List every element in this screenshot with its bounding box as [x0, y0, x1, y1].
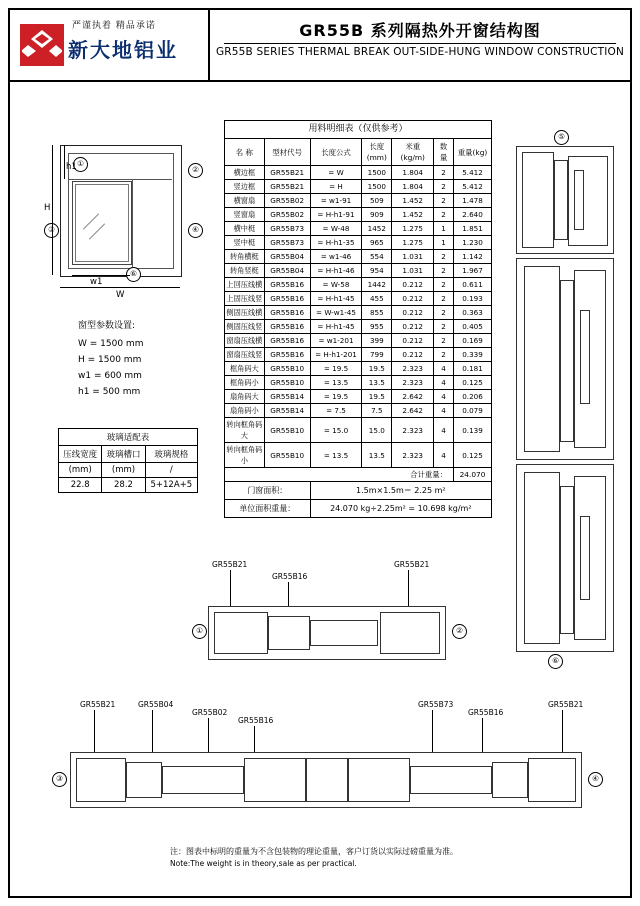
- bom-cell: 1.230: [454, 236, 492, 250]
- table-row: [225, 348, 492, 362]
- parameter-H: H = 1500 mm: [78, 355, 142, 365]
- bom-cell: 2: [434, 320, 454, 334]
- bom-cell: 554: [362, 250, 392, 264]
- dim-line-H: [52, 145, 53, 275]
- bom-cell: GR55B10: [264, 418, 310, 443]
- bom-cell: 2: [434, 166, 454, 180]
- window-parameters: [78, 318, 143, 400]
- profile-5-gasket: [574, 170, 584, 230]
- table-row: [225, 194, 492, 208]
- bom-cell: = 13.5: [310, 443, 362, 468]
- horizontal-mullion: [68, 179, 172, 180]
- table-row: [225, 278, 492, 292]
- bom-cell: 转角横梃: [225, 250, 265, 264]
- bom-cell: = 19.5: [310, 390, 362, 404]
- bom-cell: 2.323: [392, 362, 434, 376]
- profile-5-thermal-break: [554, 160, 568, 240]
- bom-cell: 799: [362, 348, 392, 362]
- title-divider: [224, 43, 616, 44]
- bom-cell: 5.412: [454, 180, 492, 194]
- bom-cell: 13.5: [362, 443, 392, 468]
- bom-cell: 2.642: [392, 404, 434, 418]
- bom-cell: GR55B16: [264, 348, 310, 362]
- bom-cell: GR55B16: [264, 334, 310, 348]
- leader-mid-1: [288, 582, 289, 606]
- bom-cell: = H-h1-45: [310, 320, 362, 334]
- title-block: [10, 10, 630, 82]
- bom-cell: 转角竖梃: [225, 264, 265, 278]
- bom-cell: 4: [434, 390, 454, 404]
- bom-cell: 上固压线竖: [225, 292, 265, 306]
- bom-cell: 0.169: [454, 334, 492, 348]
- bom-cell: 13.5: [362, 376, 392, 390]
- bom-cell: 窗扇压线竖: [225, 348, 265, 362]
- sheet-title-block: [210, 10, 630, 80]
- bom-cell: 1.275: [392, 236, 434, 250]
- bom-cell: = H-h1-46: [310, 264, 362, 278]
- bom-cell: 5.412: [454, 166, 492, 180]
- bom-cell: GR55B73: [264, 236, 310, 250]
- bom-cell: 19.5: [362, 390, 392, 404]
- bom-header-0: 名 称: [225, 139, 265, 166]
- table-row: [225, 236, 492, 250]
- glass-unit-0: (mm): [59, 463, 102, 478]
- bom-cell: = w1-201: [310, 334, 362, 348]
- bottom-profile-glazing-right: [410, 766, 492, 794]
- leader-bot-0: [94, 710, 95, 752]
- bom-cell: GR55B73: [264, 222, 310, 236]
- bom-unit-row: [225, 500, 492, 518]
- table-row: [225, 418, 492, 443]
- bom-cell: 1.452: [392, 194, 434, 208]
- bom-cell: 7.5: [362, 404, 392, 418]
- dim-line-w1: [72, 275, 130, 276]
- bom-cell: = 7.5: [310, 404, 362, 418]
- mid-profile-right-frame: [380, 612, 440, 654]
- leader-mid-2: [408, 570, 409, 606]
- mid-profile-glazing-pocket: [310, 620, 378, 646]
- company-name: 新大地铝业: [68, 38, 178, 62]
- bom-total-value: 24.070: [454, 468, 492, 482]
- bom-cell: 1.452: [392, 208, 434, 222]
- bom-cell: 0.212: [392, 278, 434, 292]
- bom-cell: 855: [362, 306, 392, 320]
- profile-lower-sash-body: [574, 476, 606, 640]
- bom-cell: = 19.5: [310, 362, 362, 376]
- bom-cell: 2: [434, 278, 454, 292]
- bom-header-1: 型材代号: [264, 139, 310, 166]
- bom-area-label: 门窗面积：: [225, 482, 311, 500]
- callout-mid-0: GR55B21: [212, 560, 248, 569]
- parameters-title: 窗型参数设置:: [78, 321, 136, 331]
- bom-cell: 2: [434, 306, 454, 320]
- bom-cell: GR55B16: [264, 306, 310, 320]
- bom-cell: 0.212: [392, 306, 434, 320]
- bom-cell: GR55B10: [264, 443, 310, 468]
- bom-cell: 0.363: [454, 306, 492, 320]
- bom-header-2: 长度公式: [310, 139, 362, 166]
- bom-cell: 0.339: [454, 348, 492, 362]
- bottom-profile-left-frame: [76, 758, 126, 802]
- parameter-h1: h1 = 500 mm: [78, 387, 141, 397]
- leader-bot-1: [152, 710, 153, 752]
- bom-area-value: 1.5m×1.5m＝ 2.25 m²: [310, 482, 491, 500]
- bom-cell: = w1-91: [310, 194, 362, 208]
- window-sash-inner: [75, 184, 129, 262]
- callout-bot-4: GR55B73: [418, 700, 454, 709]
- bom-cell: 1.478: [454, 194, 492, 208]
- footer-note-cn: 注：图表中标明的重量为不含包装物的理论重量，客户订货以实际过磅重量为准。: [170, 847, 458, 856]
- profile-lower-frame-body: [524, 472, 560, 644]
- bom-cell: 2: [434, 292, 454, 306]
- bom-cell: 扇角码大: [225, 390, 265, 404]
- bom-header-6: 重量(kg): [454, 139, 492, 166]
- bom-unit-label: 单位面积重量：: [225, 500, 311, 518]
- glass-table-title: 玻璃适配表: [59, 429, 198, 446]
- dim-W: W: [116, 290, 125, 300]
- bom-cell: = w1-46: [310, 250, 362, 264]
- bom-cell: 横边框: [225, 166, 265, 180]
- bottom-profile-mullion-right: [348, 758, 410, 802]
- bom-cell: 0.193: [454, 292, 492, 306]
- bom-cell: 2: [434, 250, 454, 264]
- glass-compatibility-table: [58, 428, 198, 493]
- dim-H: H: [44, 203, 51, 213]
- callout-bot-1: GR55B04: [138, 700, 174, 709]
- window-elevation-drawing: [38, 135, 208, 305]
- bottom-profile-glazing-left: [162, 766, 244, 794]
- glass-header-2: 玻璃规格: [145, 446, 197, 463]
- table-row: [225, 443, 492, 468]
- bom-cell: 4: [434, 443, 454, 468]
- bom-cell: 2.323: [392, 418, 434, 443]
- bom-cell: = H-h1-45: [310, 292, 362, 306]
- leader-bot-4: [432, 710, 433, 752]
- profile-5-frame-body: [522, 152, 554, 248]
- bom-cell: 横中梃: [225, 222, 265, 236]
- bom-cell: 横窗扇: [225, 194, 265, 208]
- mark-2: ②: [188, 163, 203, 178]
- bom-cell: = H-h1-201: [310, 348, 362, 362]
- bom-header-4: 米重(kg/m): [392, 139, 434, 166]
- mid-profile-left-frame: [214, 612, 268, 654]
- bom-cell: 0.125: [454, 376, 492, 390]
- table-row: [225, 250, 492, 264]
- bom-header-5: 数 量: [434, 139, 454, 166]
- bottom-section-drawing: [40, 700, 610, 830]
- bom-cell: GR55B14: [264, 404, 310, 418]
- leader-bot-3: [254, 726, 255, 752]
- bom-cell: 1.804: [392, 166, 434, 180]
- table-row: [225, 292, 492, 306]
- bom-cell: 0.212: [392, 292, 434, 306]
- table-row: [225, 376, 492, 390]
- bom-header-3: 长度(mm): [362, 139, 392, 166]
- bom-cell: 4: [434, 404, 454, 418]
- dim-h1: h1: [66, 162, 77, 172]
- bom-cell: 4: [434, 362, 454, 376]
- bom-cell: 0.206: [454, 390, 492, 404]
- bom-cell: 15.0: [362, 418, 392, 443]
- bom-cell: GR55B04: [264, 250, 310, 264]
- table-row: [225, 208, 492, 222]
- bom-cell: 0.181: [454, 362, 492, 376]
- bom-cell: GR55B04: [264, 264, 310, 278]
- bom-cell: 扇角码小: [225, 404, 265, 418]
- profile-mid-sash-body: [574, 270, 606, 448]
- bom-cell: 2.640: [454, 208, 492, 222]
- sheet-title-en: GR55B SERIES THERMAL BREAK OUT-SIDE-HUNG WINDOW CONSTRUCTION: [215, 46, 625, 58]
- bom-cell: 2.642: [392, 390, 434, 404]
- table-row: [225, 264, 492, 278]
- bom-cell: 909: [362, 208, 392, 222]
- dim-line-W: [60, 287, 180, 288]
- diamond-logo-icon: [20, 24, 64, 66]
- bom-cell: 1.851: [454, 222, 492, 236]
- bom-area-row: [225, 482, 492, 500]
- bom-cell: 1500: [362, 166, 392, 180]
- mark-3-bottom: ③: [52, 772, 67, 787]
- bom-cell: GR55B14: [264, 390, 310, 404]
- bom-cell: = H-h1-35: [310, 236, 362, 250]
- table-row: [225, 166, 492, 180]
- vertical-mullion: [132, 179, 133, 267]
- table-row: [225, 222, 492, 236]
- bom-cell: 窗扇压线横: [225, 334, 265, 348]
- bom-cell: GR55B02: [264, 208, 310, 222]
- bom-cell: 1.031: [392, 250, 434, 264]
- footer-note: [170, 846, 590, 870]
- profile-lower-thermal-break: [560, 486, 574, 634]
- callout-bot-5: GR55B16: [468, 708, 504, 717]
- mark-3: ③: [44, 223, 59, 238]
- bill-of-materials-table: [224, 120, 492, 518]
- bom-cell: 竖中梃: [225, 236, 265, 250]
- mark-5-right: ⑤: [554, 130, 569, 145]
- glass-header-0: 压线宽度: [59, 446, 102, 463]
- glass-unit-1: (mm): [102, 463, 145, 478]
- right-section-stack: [508, 130, 626, 670]
- bom-cell: 转向框角码大: [225, 418, 265, 443]
- bom-cell: 转向框角码小: [225, 443, 265, 468]
- bom-cell: 1.275: [392, 222, 434, 236]
- callout-mid-1: GR55B16: [272, 572, 308, 581]
- bom-cell: = W: [310, 166, 362, 180]
- bom-cell: 1.804: [392, 180, 434, 194]
- bom-cell: 2: [434, 334, 454, 348]
- bom-cell: 1: [434, 236, 454, 250]
- bom-cell: 0.405: [454, 320, 492, 334]
- bottom-profile-thermal-break-left: [126, 762, 162, 798]
- profile-mid-thermal-break: [560, 280, 574, 442]
- parameter-w1: w1 = 600 mm: [78, 371, 142, 381]
- bottom-profile-thermal-break-right: [492, 762, 528, 798]
- bom-cell: 4: [434, 376, 454, 390]
- mark-1: ①: [73, 157, 88, 172]
- bom-cell: 上回压线横: [225, 278, 265, 292]
- bom-cell: 2: [434, 208, 454, 222]
- callout-bot-0: GR55B21: [80, 700, 116, 709]
- bom-cell: 0.212: [392, 348, 434, 362]
- callout-bot-2: GR55B02: [192, 708, 228, 717]
- bom-cell: 2: [434, 264, 454, 278]
- bom-cell: GR55B21: [264, 180, 310, 194]
- bom-cell: = H-h1-91: [310, 208, 362, 222]
- glass-header-1: 玻璃槽口: [102, 446, 145, 463]
- bom-cell: 侧固压线横: [225, 306, 265, 320]
- footer-note-en: Note:The weight is in theory,sale as per practical.: [170, 859, 357, 868]
- glass-value-1: 28.2: [102, 478, 145, 493]
- dim-w1: w1: [90, 277, 103, 287]
- bom-cell: 框角码大: [225, 362, 265, 376]
- bom-header-row: [225, 139, 492, 166]
- bom-cell: 0.212: [392, 334, 434, 348]
- bom-cell: 2.323: [392, 376, 434, 390]
- bom-cell: 509: [362, 194, 392, 208]
- glass-unit-2: /: [145, 463, 197, 478]
- parameter-W: W = 1500 mm: [78, 339, 144, 349]
- bom-cell: 19.5: [362, 362, 392, 376]
- leader-mid-0: [230, 570, 231, 606]
- bom-cell: = 15.0: [310, 418, 362, 443]
- bom-cell: GR55B16: [264, 292, 310, 306]
- bottom-profile-right-frame: [528, 758, 576, 802]
- table-row: [225, 362, 492, 376]
- table-row: [225, 334, 492, 348]
- mark-4: ④: [188, 223, 203, 238]
- profile-mid-frame-body: [524, 266, 560, 452]
- leader-bot-5: [482, 718, 483, 752]
- bom-cell: GR55B10: [264, 362, 310, 376]
- bom-cell: 1: [434, 222, 454, 236]
- mark-2-mid: ②: [452, 624, 467, 639]
- bom-cell: = 13.5: [310, 376, 362, 390]
- middle-section-drawing: [180, 560, 480, 670]
- bom-cell: = W-58: [310, 278, 362, 292]
- bom-cell: 1.967: [454, 264, 492, 278]
- leader-bot-6: [562, 710, 563, 752]
- glass-value-2: 5+12A+5: [145, 478, 197, 493]
- bom-cell: 0.139: [454, 418, 492, 443]
- bom-cell: 0.125: [454, 443, 492, 468]
- table-row: [225, 306, 492, 320]
- bom-cell: = W-48: [310, 222, 362, 236]
- bom-body: [225, 166, 492, 468]
- callout-bot-6: GR55B21: [548, 700, 584, 709]
- mark-6-right: ⑥: [548, 654, 563, 669]
- leader-bot-2: [208, 718, 209, 752]
- mark-6: ⑥: [126, 267, 141, 282]
- company-logo-block: [10, 10, 210, 80]
- company-slogan: 严谨执着 精品承诺: [72, 21, 156, 31]
- bom-caption: 用料明细表（仅供参考）: [225, 121, 492, 139]
- bom-cell: 2.323: [392, 443, 434, 468]
- bom-cell: 455: [362, 292, 392, 306]
- bom-cell: 955: [362, 320, 392, 334]
- bom-cell: 1.142: [454, 250, 492, 264]
- mark-1-mid: ①: [192, 624, 207, 639]
- bom-cell: 框角码小: [225, 376, 265, 390]
- mark-4-bottom: ④: [588, 772, 603, 787]
- callout-bot-3: GR55B16: [238, 716, 274, 725]
- bom-cell: = W-w1-45: [310, 306, 362, 320]
- callout-mid-2: GR55B21: [394, 560, 430, 569]
- bottom-profile-center: [306, 758, 348, 802]
- profile-lower-gasket: [580, 516, 590, 600]
- bom-cell: 399: [362, 334, 392, 348]
- bom-cell: 0.611: [454, 278, 492, 292]
- bom-cell: 竖窗扇: [225, 208, 265, 222]
- table-row: [225, 390, 492, 404]
- bottom-profile-mullion-left: [244, 758, 306, 802]
- bom-cell: 竖边框: [225, 180, 265, 194]
- table-row: [225, 404, 492, 418]
- bom-total-row: [225, 468, 492, 482]
- bom-cell: 965: [362, 236, 392, 250]
- table-row: [225, 180, 492, 194]
- bom-cell: 1442: [362, 278, 392, 292]
- bom-cell: GR55B16: [264, 278, 310, 292]
- bom-cell: 侧固压线竖: [225, 320, 265, 334]
- dim-line-h1: [64, 145, 65, 179]
- mid-profile-thermal-break: [268, 616, 310, 650]
- bom-cell: 2: [434, 194, 454, 208]
- bom-cell: 2: [434, 180, 454, 194]
- bom-cell: 954: [362, 264, 392, 278]
- bom-cell: 0.212: [392, 320, 434, 334]
- bom-cell: 2: [434, 348, 454, 362]
- bom-cell: GR55B16: [264, 320, 310, 334]
- bom-total-label: 合计重量：: [225, 468, 454, 482]
- bom-cell: 1500: [362, 180, 392, 194]
- sheet-title-cn: GR55B 系列隔热外开窗结构图: [299, 21, 541, 40]
- bom-cell: 1.031: [392, 264, 434, 278]
- table-row: [225, 320, 492, 334]
- bom-cell: = H: [310, 180, 362, 194]
- bom-cell: 4: [434, 418, 454, 443]
- bom-cell: 1452: [362, 222, 392, 236]
- glass-value-0: 22.8: [59, 478, 102, 493]
- bom-cell: GR55B21: [264, 166, 310, 180]
- bom-unit-value: 24.070 kg÷2.25m² = 10.698 kg/m²: [310, 500, 491, 518]
- bom-cell: GR55B02: [264, 194, 310, 208]
- bom-cell: GR55B10: [264, 376, 310, 390]
- profile-mid-gasket: [580, 310, 590, 404]
- bom-cell: 0.079: [454, 404, 492, 418]
